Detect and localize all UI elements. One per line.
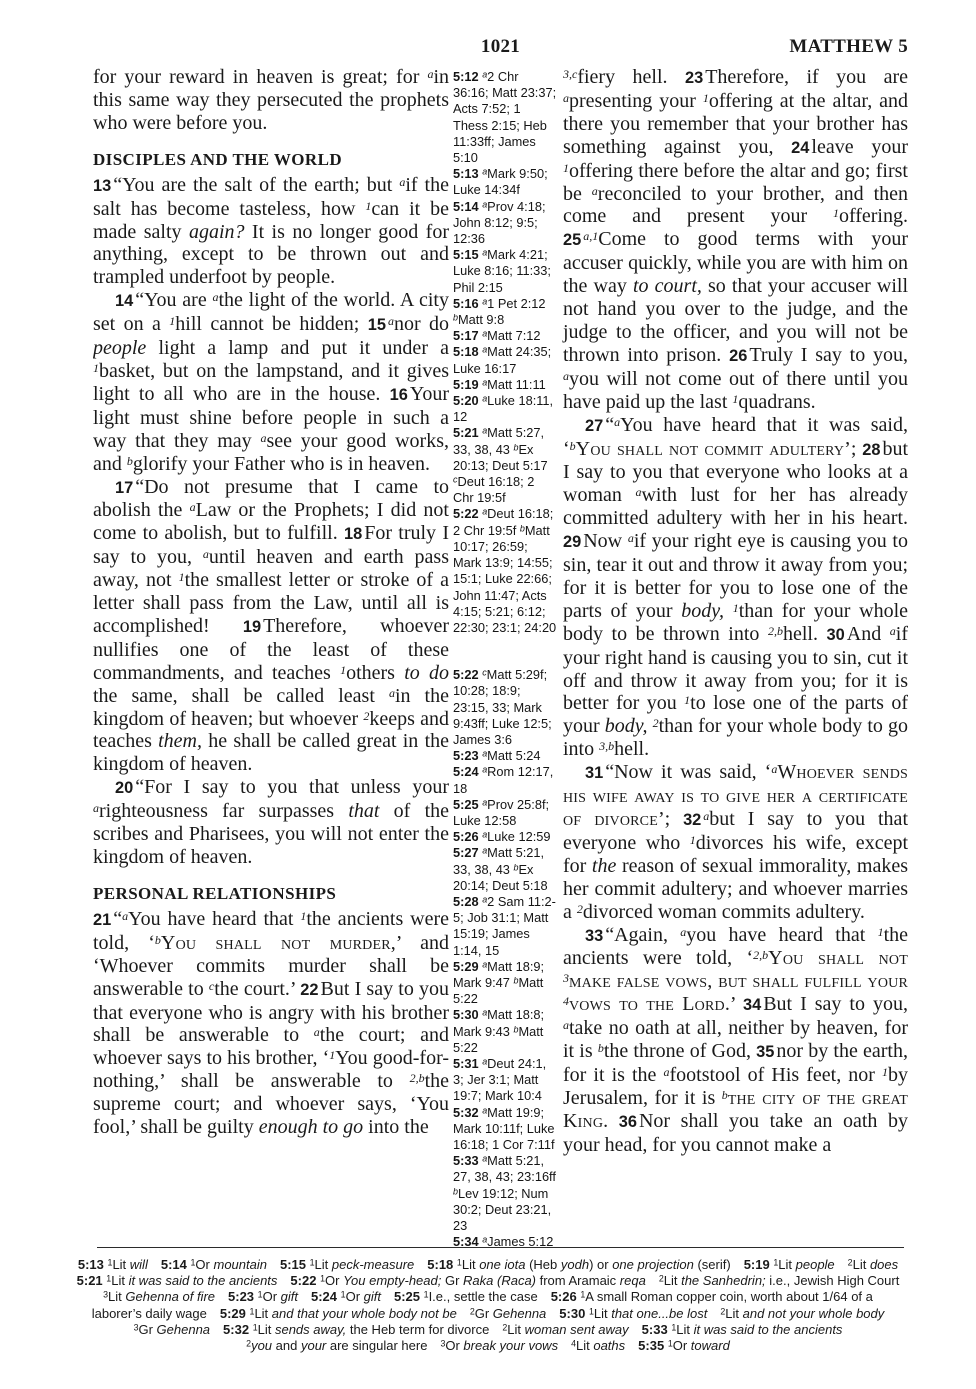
cross-reference-entry: 5:29 $^a$Matt 18:9; Mark 9:47 $^b$Matt 5:22 [453,958,545,1007]
page-number: 1021 [480,36,521,57]
left-text-column [93,66,449,1246]
cross-reference-entry: 5:19 $^a$Matt 11:11 [453,376,546,392]
body-columns [93,66,908,1246]
section-heading: PERSONAL RELATIONSHIPS [93,883,337,903]
cross-reference-entry: 5:34 $^a$James 5:12 [453,1234,554,1246]
footnote-line: $^3$Gr Gehenna 5:32 $^1$Lit sends away, the Heb term for divorce $^2$Lit woman sent away 5:33 $^1$Lit it was said to the ancients [133,1321,843,1337]
cross-reference-entry: 5:14 $^a$Prov 4:18; John 8:12; 9:5; 12:36 [453,198,546,247]
verse-paragraph: 17 “Do not presume that I came to abolish the $^a$Law or the Prophets; I did not come to abolish, but to fulfill. 18 For truly I say to you, $^a$until heaven and earth pass away, not $^1$the smallest letter or stroke of a letter shall pass from the Law, until all is accomplished! 19 Therefore, whoever nullifies one of the least of these commandments, and teaches $^1$others to do the same, shall be called least $^a$in the kingdom of heaven; but whoever $^2$keeps and teaches them, he shall be called great in the kingdom of heaven. [93,475,450,776]
cross-reference-column [453,66,557,1246]
cross-reference-entry: 5:25 $^a$Prov 25:8f; Luke 12:58 [453,796,550,828]
cross-reference-entry: 5:20 $^a$Luke 18:11, 12 [453,393,554,425]
footnote-line: laborer’s daily wage 5:29 $^1$Lit and that your whole body not be $^2$Gr Gehenna 5:30 $^1$Lit that one...be lost $^2$Lit and not your whole body [91,1305,885,1321]
verse-paragraph: 33 “Again, $^a$you have heard that $^1$the ancients were told, ‘$^{2,b}$You shall not $^3$make false vows, but shall fulfill your $^4$vows to the Lord.’ 34 But I say to you, $^a$take no oath at all, neither by heaven, for it is $^b$the throne of God, 35 nor by the earth, for it is the $^a$footstool of His feet, nor $^1$by Jerusalem, for it is $^b$the city of the great King. 36 Nor shall you take an oath by your head, for you cannot make a [563,923,908,1156]
cross-reference-entry: 5:15 $^a$Mark 4:21; Luke 8:16; 11:33; Phil 2:15 [453,247,551,295]
cross-reference-entry: 5:13 $^a$Mark 9:50; Luke 14:34f [453,166,548,198]
cross-reference-entry: 5:24 $^a$Rom 12:17, 18 [453,764,554,796]
footnotes-block [55,1257,921,1354]
cross-reference-entry: 5:26 $^a$Luke 12:59 [453,829,551,845]
cross-reference-entry: 5:31 $^a$Deut 24:1, 3; Jer 3:1; Matt 19:7; Mark 10:4 [453,1055,547,1104]
cross-reference-entry: 5:16 $^a$1 Pet 2:12 $^b$Matt 9:8 [453,295,546,328]
verse-paragraph: 21 “$^a$You have heard that $^1$the ancients were told, ‘$^b$You shall not murder,’ and ‘Whoever commits murder shall be answerable to $^c$the court.’ 22 But I say to you that everyone who is angry with his brother shall be answerable to $^a$the court; and whoever says to his brother, ‘$^1$You good-for-nothing,’ shall be answerable to $^{2,b}$the supreme court; and whoever says, ‘You fool,’ shall be guilty enough to go into the [93,907,449,1139]
cross-reference-entry: 5:33 $^a$Matt 5:21, 27, 38, 43; 23:16ff $^b$Lev 19:12; Num 30:2; Deut 23:21, 23 [453,1153,556,1234]
verse-paragraph: 13 “You are the salt of the earth; but $^a$if the salt has become tasteless, how $^1$can it be made salty again? It is no longer good for anything, except to be thrown out and trampled underfoot by people. [93,173,450,289]
footnote-line: 5:21 $^1$Lit it was said to the ancients 5:22 $^1$Or You empty-head; Gr Raka (Raca) from Aramaic reqa $^2$Lit the Sanhedrin; i.e., Jewish High Court [76,1273,900,1289]
cross-reference-entry: 5:23 $^a$Matt 5:24 [453,748,541,764]
verse-paragraph: 20 “For I say to you that unless your $^a$righteousness far surpasses that of the scribes and Pharisees, you will not enter the kingdom of heaven. [93,776,450,868]
cross-reference-entry: 5:21 $^a$Matt 5:27, 33, 38, 43 $^b$Ex 20:13; Deut 5:17 $^c$Deut 16:18; 2 Chr 19:5f [453,425,548,506]
book-chapter-title: MATTHEW 5 [789,36,908,57]
cross-reference-entry: 5:22 $^c$Matt 5:29f; 10:28; 18:9; 23:15, 33; Mark 9:43ff; Luke 12:5; James 3:6 [453,667,552,747]
cross-reference-entry: 5:22 $^a$Deut 16:18; 2 Chr 19:5f $^b$Matt 10:17; 26:59; Mark 13:9; 14:55; 15:1; Luke 22:66; John 11:47; Acts 4:15; 5:21; 6:12; 22:30; 23:1; 24:20 [453,506,557,635]
cross-reference-entry: 5:28 $^a$2 Sam 11:2-5; Job 31:1; Matt 15:19; James 1:14, 15 [453,893,556,958]
reference-block [453,69,557,636]
right-text-column [563,66,908,1246]
reference-block [453,667,557,1246]
footnote-line: 5:13 $^1$Lit will 5:14 $^1$Or mountain 5:15 $^1$Lit peck-measure 5:18 $^1$Lit one iota (Heb yodh) or one projection (serif) 5:19 $^1$Lit people $^2$Lit does [77,1257,899,1272]
running-head [93,36,908,62]
footnote-line: $^2$you and your are singular here $^3$Or break your vows $^4$Lit oaths 5:35 $^1$Or toward [246,1338,730,1354]
cross-reference-entry: 5:27 $^a$Matt 5:21, 33, 38, 43 $^b$Ex 20:14; Deut 5:18 [453,845,548,893]
verse-paragraph: for your reward in heaven is great; for $^a$in this same way they persecuted the prophets who were before you. [93,66,449,134]
section-heading: DISCIPLES AND THE WORLD [93,149,343,169]
cross-reference-entry: 5:30 $^a$Matt 18:8; Mark 9:43 $^b$Matt 5:22 [453,1007,545,1055]
verse-paragraph: 14 “You are $^a$the light of the world. A city set on a $^1$hill cannot be hidden; 15 $^a$nor do people light a lamp and put it under a $^1$basket, but on the lampstand, and it gives light to all who are in the house. 16 Your light must shine before people in such a way that they may $^a$see your good works, and $^b$glorify your Father who is in heaven. [93,289,449,475]
cross-reference-entry: 5:17 $^a$Matt 7:12 [453,328,541,344]
verse-paragraph: 31 “Now it was said, ‘$^a$Whoever sends his wife away is to give her a certificate of divorce’; 32 $^a$but I say to you that everyone who $^1$divorces his wife, except for the reason of sexual immorality, makes her commit adultery; and whoever marries a $^2$divorced woman commits adultery. [563,761,908,923]
footnote-line: $^3$Lit Gehenna of fire 5:23 $^1$Or gift 5:24 $^1$Or gift 5:25 $^1$I.e., settle the case 5:26 $^1$A small Roman copper coin, worth about 1/64 of a [103,1289,873,1305]
verse-paragraph: $^{3,c}$fiery hell. 23 Therefore, if you are $^a$presenting your $^1$offering at the altar, and there you remember that your brother has something against you, 24 leave your $^1$offering there before the altar and go; first be $^a$reconciled to your brother, and then come and present your $^1$offering. 25 $^{a,1}$Come to good terms with your accuser quickly, while you are with him on the way to court, so that your accuser will not hand you over to the judge, and the judge to the officer, and you will not be thrown into prison. 26 Truly I say to you, $^a$you will not come out of there until you have paid up the last $^1$quadrans. [563,66,908,413]
cross-reference-entry: 5:12 $^a$2 Chr 36:16; Matt 23:37; Acts 7:52; 1 Thess 2:15; Heb 11:33ff; James 5:10 [453,69,557,166]
cross-reference-entry: 5:32 $^a$Matt 19:9; Mark 10:11f; Luke 16:18; 1 Cor 7:11f [453,1104,555,1152]
footnote-divider-rule [97,1247,904,1248]
cross-reference-entry: 5:18 $^a$Matt 24:35; Luke 16:17 [453,344,552,376]
verse-paragraph: 27 “$^a$You have heard that it was said, ‘$^b$You shall not commit adultery’; 28 but I say to you that everyone who looks at a woman $^a$with lust for her has already committed adultery with her in his heart. 29 Now $^a$if your right eye is causing you to sin, tear it out and throw it away from you; for it is better for you to lose one of the parts of your body, $^1$than for your whole body to be thrown into $^{2,b}$hell. 30 And $^a$if your right hand is causing you to sin, cut it off and throw it away from you; for it is better for you $^1$to lose one of the parts of your body, $^2$than for your whole body to go into $^{3,b}$hell. [563,413,908,761]
